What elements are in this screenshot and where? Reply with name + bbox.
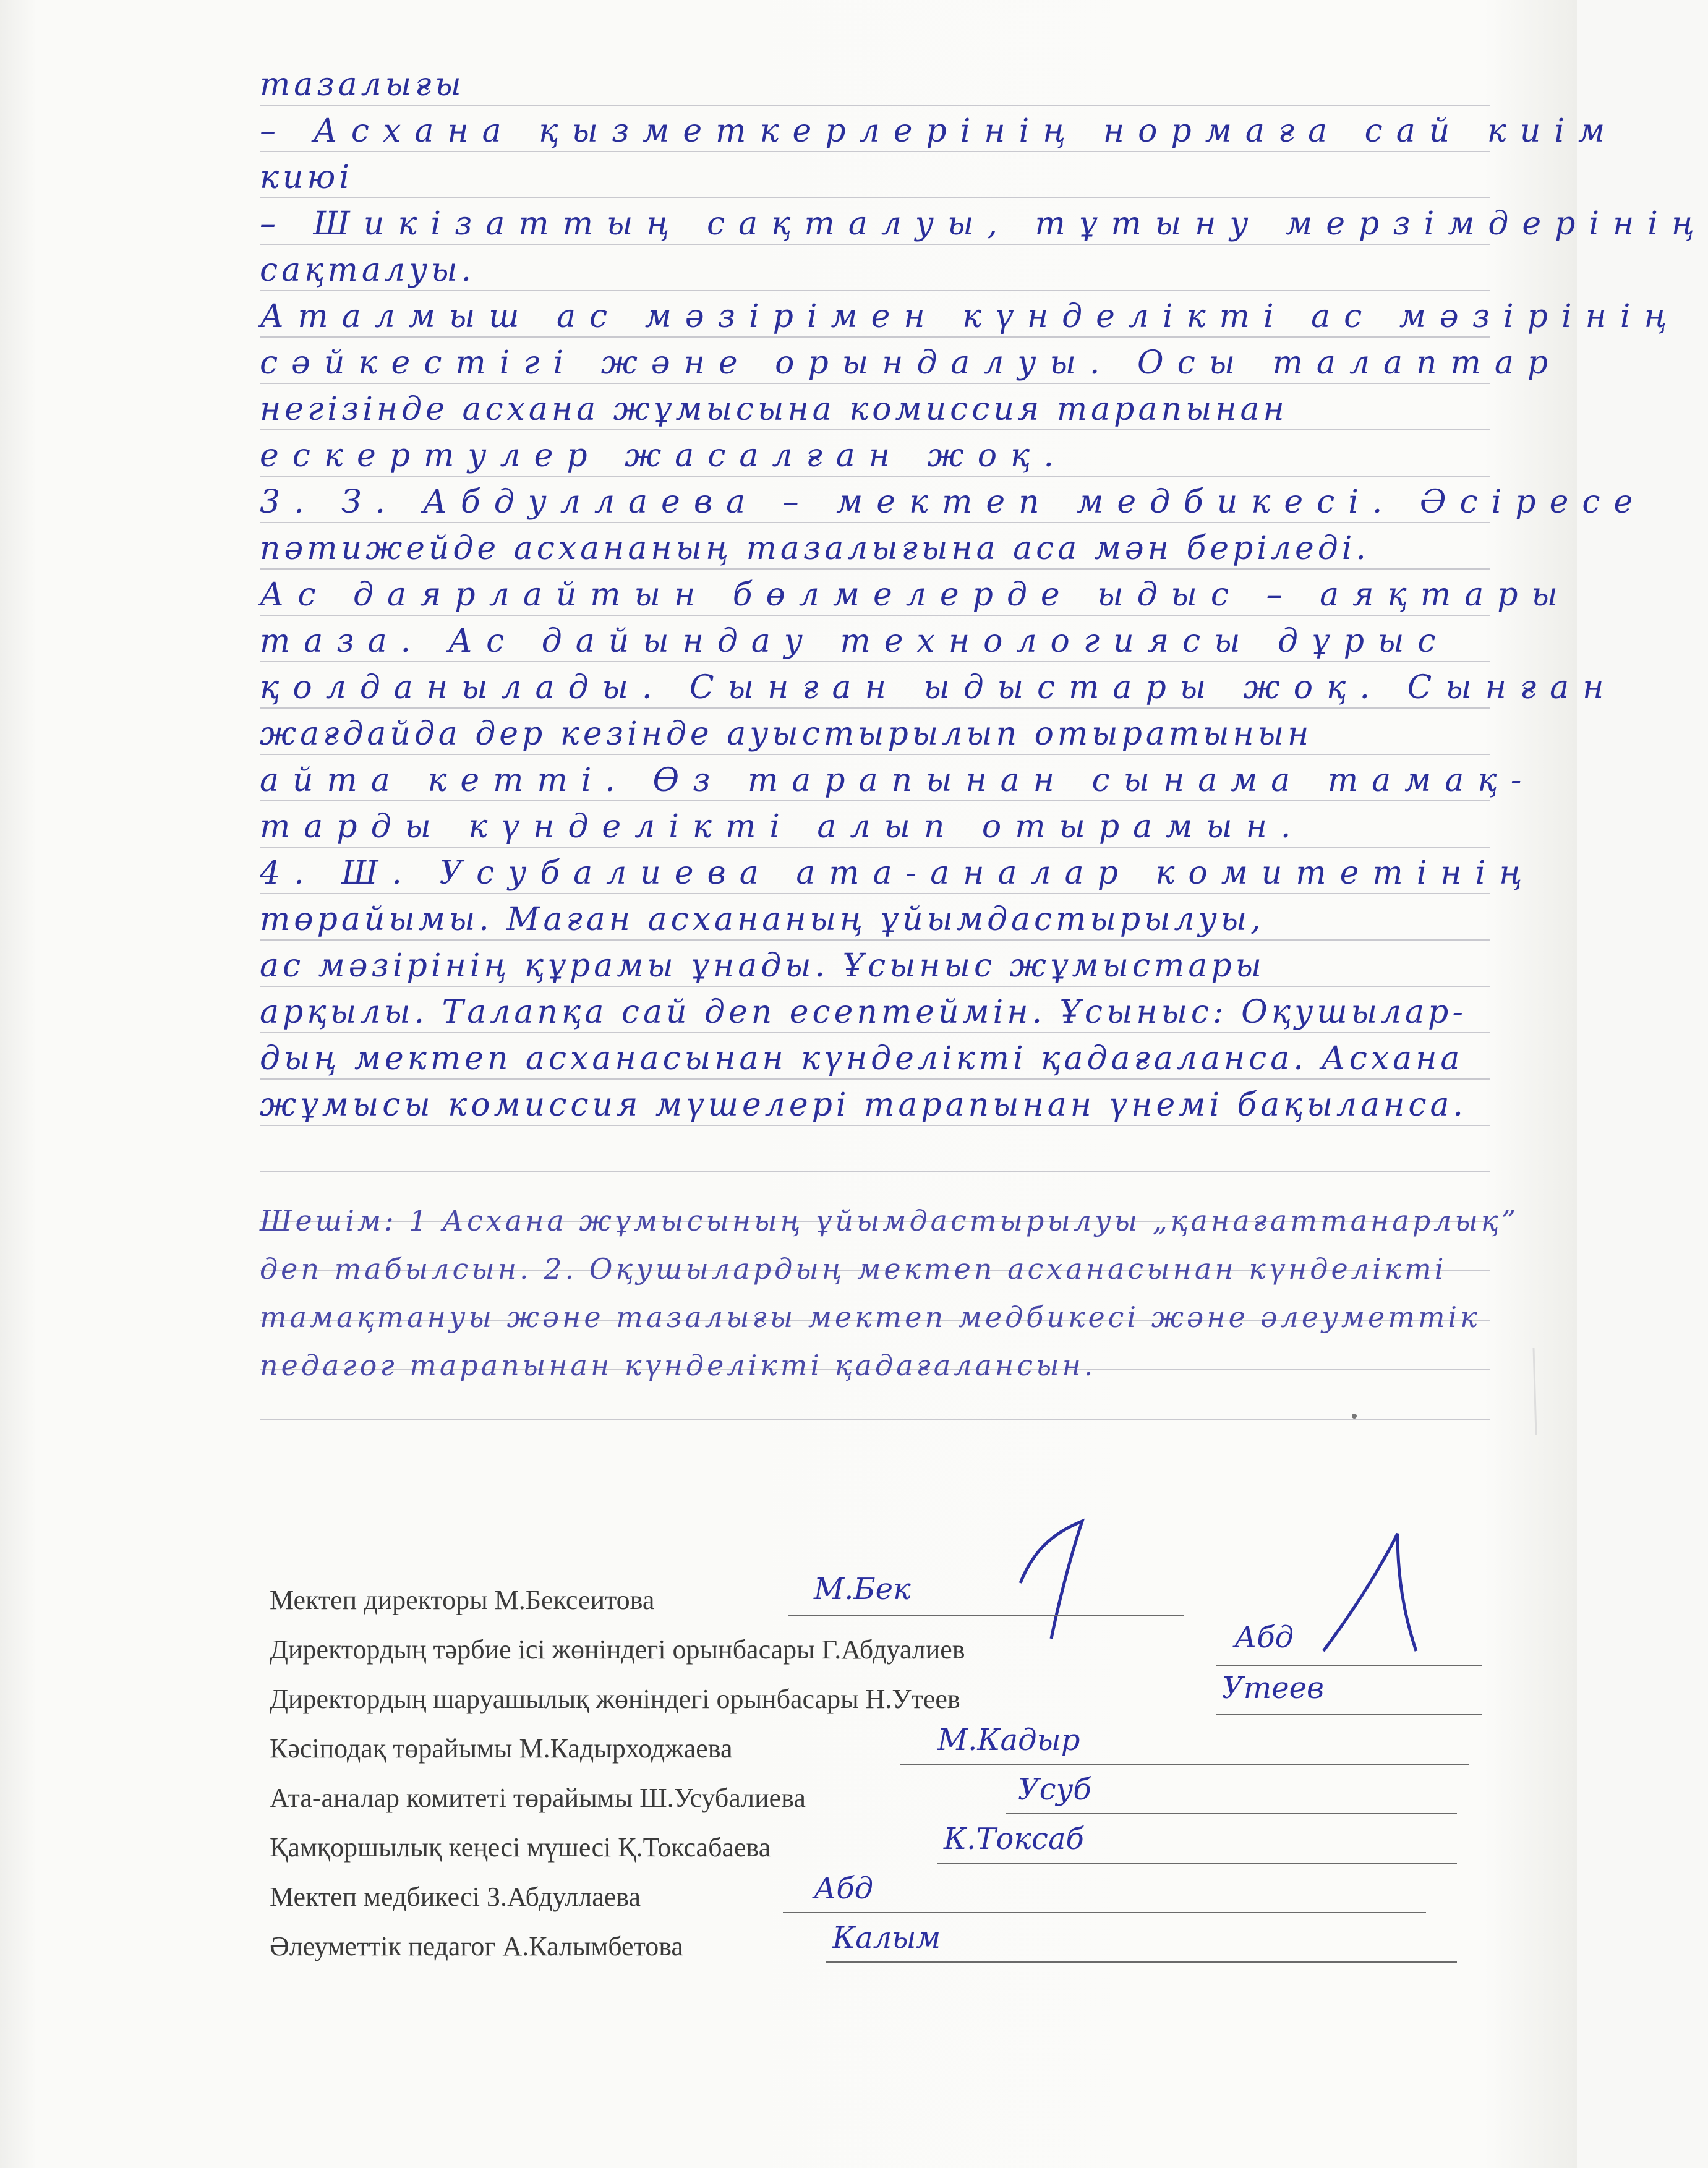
body-line: арқылы. Талапқа сай деп есептеймін. Ұсыныс: Оқушылар- [260,994,1467,1031]
conclusion-line: Шешім: 1 Асхана жұмысының ұйымдастырылуы „қанағаттанарлық” [260,1204,1519,1237]
signatory-row [270,1671,1482,1724]
body-line: сәйкестігі және орындалуы. Осы талаптар [260,344,1562,382]
body-line: – Асхана қызметкерлерінің нормаға сай киім [260,113,1619,150]
signature: Калым [832,1921,941,1955]
conclusion-line: деп табылсын. 2. Оқушылардың мектеп асханасынан күнделікті [260,1252,1447,1286]
signature: Абд [814,1871,874,1906]
signatory-row [270,1773,1482,1823]
body-line: сақталуы. [260,252,476,289]
body-line: пәтижейде асхананың тазалығына аса мән беріледі. [260,530,1370,567]
body-line: Ас даярлайтын бөлмелерде ыдыс – аяқтары [260,576,1571,613]
signatures-block [270,1572,1482,1971]
signature: Усуб [1018,1772,1091,1807]
body-line: Аталмыш ас мәзірімен күнделікті ас мәзірінің [260,298,1681,335]
signatory-label: Мектеп медбикесі З.Абдуллаева [270,1882,641,1912]
signature: Абд [1234,1620,1294,1655]
body-line: төрайымы. Маған асхананың ұйымдастырылуы, [260,901,1265,938]
body-line: дың мектеп асханасынан күнделікті қадағаланса. Асхана [260,1040,1464,1077]
signature: М.Бек [814,1572,911,1607]
signatory-label: Мектеп директоры М.Бексеитова [270,1585,655,1615]
body-line: киюі [260,159,353,196]
signatory-row [270,1572,1482,1625]
body-line: негізінде асхана жұмысына комиссия тарапынан [260,391,1288,428]
signatory-label: Ата-аналар комитеті төрайымы Ш.Усубалиева [270,1783,806,1813]
signature: Утеев [1222,1671,1324,1705]
handwritten-body [260,62,1708,1129]
signature: К.Токсаб [944,1822,1084,1856]
conclusion-line: педагог тарапынан күнделікті қадағалансын. [260,1349,1096,1382]
conclusion-line: тамақтануы және тазалығы мектеп медбикесі және әлеуметтік [260,1300,1480,1334]
body-line: тарды күнделікті алып отырамын. [260,808,1305,845]
body-line: ескертулер жасалған жоқ. [260,437,1067,474]
body-line: ас мәзірінің құрамы ұнады. Ұсыныс жұмыстары [260,947,1265,984]
body-line: қолданылады. Сынған ыдыстары жоқ. Сынған [260,669,1618,706]
body-line: 4. Ш. Усубалиева ата-аналар комитетінің [260,855,1536,892]
conclusion-block [260,1197,1519,1389]
signatory-label: Әлеуметтік педагог А.Калымбетова [270,1931,683,1961]
signatory-label: Қамқоршылық кеңесі мүшесі Қ.Токсабаева [270,1832,771,1863]
signature: М.Кадыр [937,1723,1080,1757]
body-line: жағдайда дер кезінде ауыстырылып отыратынын [260,715,1313,753]
body-line: 3. З. Абдуллаева – мектеп медбикесі. Әсіресе [260,484,1647,521]
signatory-label: Директордың шаруашылық жөніндегі орынбасары Н.Утеев [270,1684,960,1714]
signatory-label: Директордың тәрбие ісі жөніндегі орынбасары Г.Абдуалиев [270,1634,965,1665]
body-line: таза. Ас дайындау технологиясы дұрыс [260,623,1450,660]
body-line: жұмысы комиссия мүшелері тарапынан үнемі бақыланса. [260,1086,1467,1124]
body-line: – Шикізаттың сақталуы, тұтыну мерзімдерінің [260,205,1708,242]
signatory-row [270,1724,1482,1773]
body-line: айта кетті. Өз тарапынан сынама тамақ- [260,762,1535,799]
signatory-label: Кәсіподақ төрайымы М.Кадырходжаева [270,1733,733,1764]
signatory-row [270,1823,1482,1872]
body-line: тазалығы [260,66,465,103]
signatory-row [270,1922,1482,1971]
